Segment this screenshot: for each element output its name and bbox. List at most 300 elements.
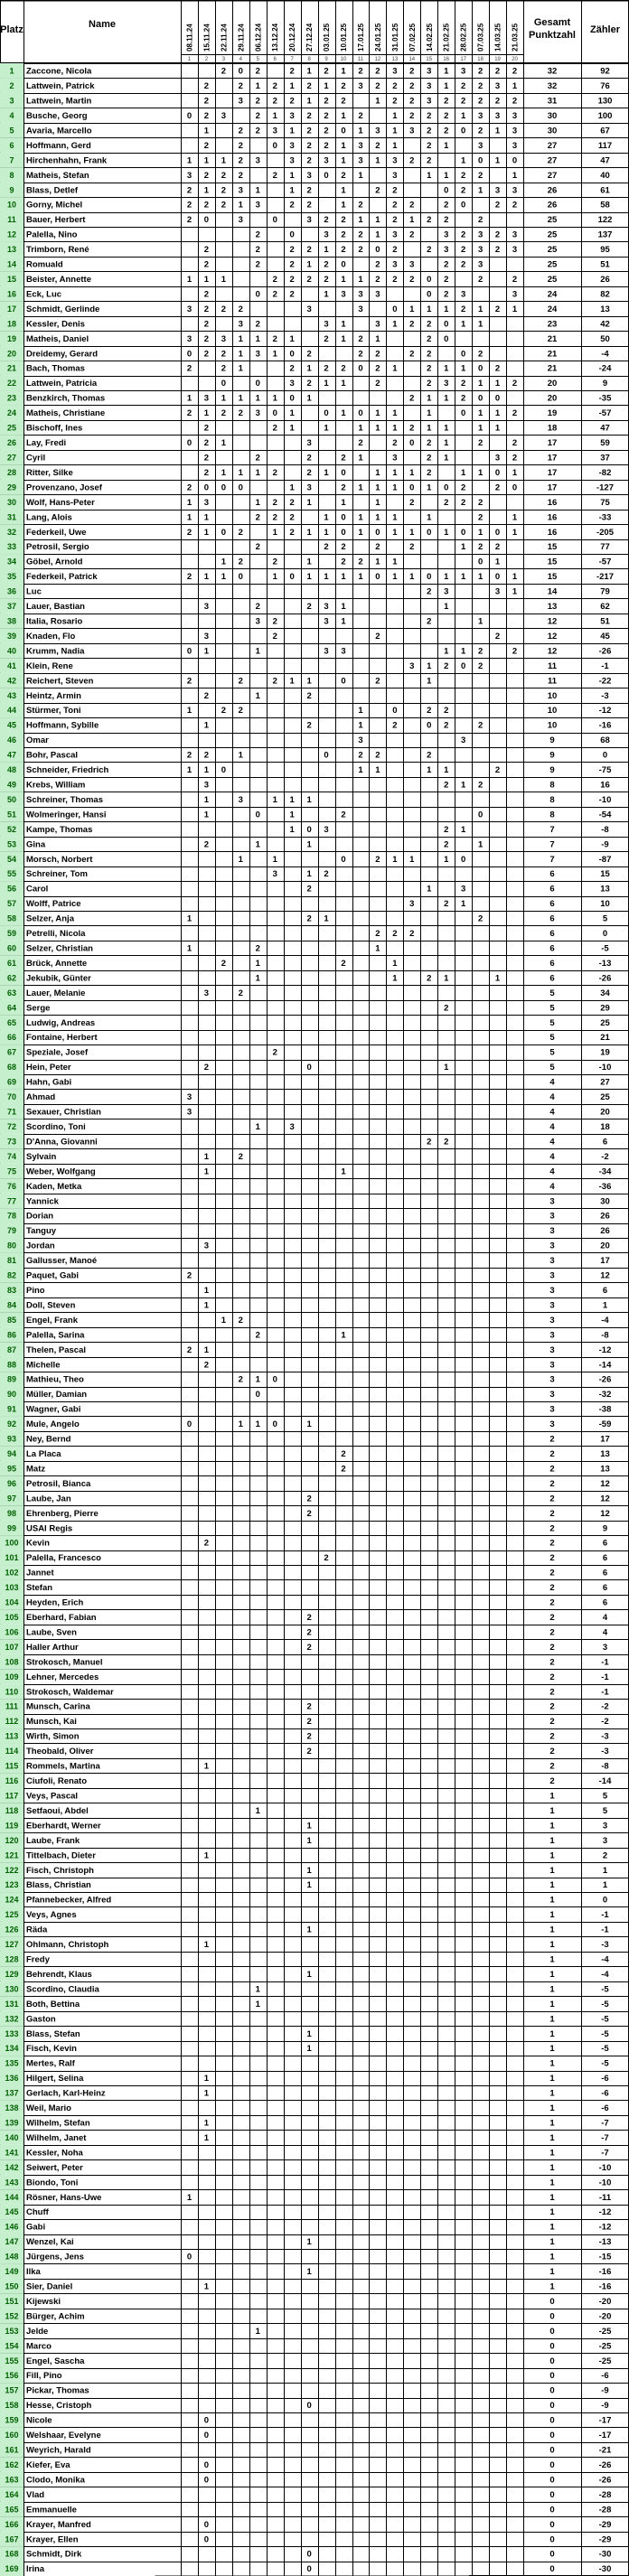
total-cell: 2 bbox=[549, 1747, 555, 1757]
rank-cell: 39 bbox=[6, 631, 17, 641]
score-cell: 2 bbox=[324, 363, 329, 374]
score-cell: 1 bbox=[477, 408, 483, 419]
score-cell: 2 bbox=[427, 319, 432, 330]
score-cell: 3 bbox=[461, 884, 466, 895]
score-cell: 1 bbox=[306, 676, 312, 687]
score-cell: 1 bbox=[427, 170, 432, 181]
score-cell: 2 bbox=[203, 1063, 210, 1073]
score-cell: 0 bbox=[324, 170, 329, 181]
counter-cell: 6 bbox=[602, 1538, 608, 1549]
rank-cell: 7 bbox=[9, 155, 14, 165]
rank-cell: 43 bbox=[6, 690, 17, 700]
score-cell: 2 bbox=[238, 706, 243, 717]
counter-cell: -57 bbox=[598, 408, 612, 419]
total-cell: 4 bbox=[549, 1121, 555, 1132]
total-cell: 21 bbox=[547, 333, 558, 344]
score-cell: 2 bbox=[461, 229, 466, 240]
score-cell: 3 bbox=[272, 126, 277, 136]
score-cell: 1 bbox=[477, 304, 483, 314]
counter-cell: 130 bbox=[597, 96, 613, 107]
score-cell: 2 bbox=[494, 363, 501, 374]
total-cell: 7 bbox=[549, 839, 555, 850]
counter-cell: -20 bbox=[598, 2311, 612, 2322]
score-cell: 0 bbox=[272, 1419, 277, 1430]
score-cell: 1 bbox=[444, 973, 449, 984]
score-cell: 3 bbox=[324, 616, 329, 627]
name-cell: Engel, Frank bbox=[26, 1315, 79, 1325]
score-cell: 1 bbox=[477, 572, 483, 583]
score-cell: 1 bbox=[221, 467, 227, 478]
score-cell: 1 bbox=[392, 408, 398, 419]
counter-cell: 26 bbox=[600, 1226, 610, 1237]
rank-cell: 20 bbox=[6, 349, 17, 359]
score-cell: 1 bbox=[203, 2074, 210, 2084]
rank-cell: 119 bbox=[5, 1821, 19, 1831]
score-cell: 1 bbox=[289, 676, 295, 687]
counter-cell: -57 bbox=[598, 557, 612, 567]
score-cell: 1 bbox=[341, 200, 346, 211]
name-cell: Munsch, Carina bbox=[26, 1701, 90, 1712]
score-cell: 2 bbox=[461, 304, 466, 314]
score-cell: 0 bbox=[444, 482, 449, 493]
rank-cell: 59 bbox=[6, 929, 17, 939]
counter-cell: -3 bbox=[601, 1940, 609, 1951]
score-cell: 1 bbox=[375, 512, 380, 523]
score-cell: 2 bbox=[358, 333, 363, 344]
total-cell: 11 bbox=[547, 660, 558, 671]
score-cell: 2 bbox=[186, 363, 192, 374]
rank-cell: 165 bbox=[5, 2505, 19, 2515]
score-cell: 1 bbox=[375, 333, 380, 344]
name-cell: Ciufoli, Renato bbox=[26, 1776, 88, 1787]
counter-cell: -1 bbox=[601, 1687, 609, 1698]
score-cell: 2 bbox=[461, 185, 466, 196]
score-cell: 2 bbox=[203, 259, 210, 270]
score-cell: 2 bbox=[272, 497, 277, 508]
total-cell: 1 bbox=[549, 1865, 555, 1876]
score-cell: 2 bbox=[461, 81, 466, 92]
score-cell: 2 bbox=[392, 245, 398, 256]
score-cell: 1 bbox=[306, 1419, 312, 1430]
rank-cell: 113 bbox=[5, 1731, 19, 1741]
score-cell: 2 bbox=[289, 363, 295, 374]
score-cell: 3 bbox=[289, 110, 295, 121]
name-cell: Matheis, Daniel bbox=[26, 333, 89, 344]
score-cell: 1 bbox=[255, 973, 260, 984]
score-cell: 2 bbox=[238, 304, 243, 314]
score-cell: 3 bbox=[375, 319, 380, 330]
score-cell: 2 bbox=[272, 170, 277, 181]
score-cell: 2 bbox=[289, 96, 295, 107]
total-cell: 0 bbox=[549, 2296, 555, 2307]
score-cell: 2 bbox=[306, 140, 312, 151]
name-cell: Munsch, Kai bbox=[26, 1717, 77, 1728]
counter-cell: 1 bbox=[602, 1865, 608, 1876]
name-cell: Matheis, Stefan bbox=[26, 170, 89, 181]
score-cell: 0 bbox=[409, 438, 415, 449]
rank-cell: 86 bbox=[6, 1330, 17, 1340]
rank-cell: 10 bbox=[6, 200, 17, 210]
score-cell: 1 bbox=[512, 586, 518, 597]
counter-cell: -28 bbox=[598, 2505, 612, 2515]
name-cell: Lang, Alois bbox=[26, 512, 72, 523]
score-cell: 2 bbox=[461, 96, 466, 107]
score-cell: 2 bbox=[358, 557, 363, 567]
rank-cell: 154 bbox=[5, 2341, 19, 2351]
score-cell: 2 bbox=[477, 275, 483, 286]
score-cell: 2 bbox=[341, 81, 346, 92]
total-cell: 20 bbox=[547, 379, 558, 389]
header-column-number: 9 bbox=[324, 57, 328, 62]
score-cell: 3 bbox=[392, 453, 398, 464]
score-cell: 1 bbox=[358, 720, 363, 731]
counter-cell: -9 bbox=[601, 2401, 609, 2412]
score-cell: 2 bbox=[221, 958, 227, 969]
counter-cell: 9 bbox=[602, 1523, 608, 1534]
score-cell: 2 bbox=[477, 96, 483, 107]
score-cell: 2 bbox=[306, 1627, 312, 1638]
total-cell: 1 bbox=[549, 2103, 555, 2114]
total-cell: 26 bbox=[547, 200, 558, 211]
score-cell: 2 bbox=[255, 1330, 260, 1341]
score-cell: 2 bbox=[392, 81, 398, 92]
name-cell: Ohlmann, Christoph bbox=[26, 1940, 109, 1951]
header-date: 28.02.25 bbox=[459, 23, 468, 52]
total-cell: 7 bbox=[549, 854, 555, 865]
score-cell: 1 bbox=[324, 289, 329, 300]
score-cell: 2 bbox=[306, 1701, 312, 1712]
name-cell: Busche, Georg bbox=[26, 110, 88, 121]
rank-cell: 30 bbox=[6, 497, 17, 507]
total-cell: 1 bbox=[549, 2252, 555, 2262]
name-cell: Kaden, Metka bbox=[26, 1181, 82, 1192]
score-cell: 1 bbox=[203, 1151, 210, 1162]
score-cell: 1 bbox=[255, 467, 260, 478]
score-cell: 2 bbox=[255, 110, 260, 121]
score-cell: 1 bbox=[392, 973, 398, 984]
score-cell: 0 bbox=[427, 527, 432, 538]
total-cell: 1 bbox=[549, 2044, 555, 2055]
score-cell: 1 bbox=[392, 363, 398, 374]
score-cell: 0 bbox=[238, 482, 243, 493]
counter-cell: 47 bbox=[600, 423, 610, 434]
rank-cell: 90 bbox=[6, 1390, 17, 1400]
total-cell: 0 bbox=[549, 2445, 555, 2456]
score-cell: 2 bbox=[494, 229, 501, 240]
score-cell: 1 bbox=[494, 423, 501, 434]
rank-cell: 36 bbox=[6, 586, 17, 596]
rank-cell: 62 bbox=[6, 973, 17, 983]
name-cell: Blass, Stefan bbox=[26, 2028, 80, 2039]
name-cell: Carol bbox=[26, 884, 49, 895]
total-cell: 25 bbox=[547, 215, 558, 226]
rank-cell: 46 bbox=[6, 735, 17, 745]
score-cell: 0 bbox=[461, 854, 466, 865]
name-cell: Krayer, Manfred bbox=[26, 2519, 91, 2530]
score-cell: 2 bbox=[324, 259, 329, 270]
score-cell: 1 bbox=[238, 363, 243, 374]
score-cell: 0 bbox=[477, 363, 483, 374]
score-cell: 3 bbox=[324, 602, 329, 613]
rank-cell: 17 bbox=[6, 304, 17, 314]
counter-cell: -5 bbox=[601, 2058, 609, 2069]
score-cell: 1 bbox=[375, 943, 380, 954]
counter-cell: 47 bbox=[600, 155, 610, 166]
name-cell: Ludwig, Andreas bbox=[26, 1017, 96, 1028]
total-cell: 1 bbox=[549, 2118, 555, 2129]
score-cell: 2 bbox=[186, 750, 192, 761]
rank-cell: 73 bbox=[6, 1137, 17, 1147]
rank-cell: 129 bbox=[5, 1969, 19, 1979]
score-cell: 2 bbox=[238, 170, 243, 181]
score-cell: 1 bbox=[255, 185, 260, 196]
score-cell: 1 bbox=[358, 453, 363, 464]
score-cell: 2 bbox=[494, 482, 501, 493]
name-cell: Chuff bbox=[26, 2207, 49, 2218]
total-cell: 1 bbox=[549, 2132, 555, 2143]
rank-cell: 133 bbox=[5, 2028, 19, 2038]
score-cell: 2 bbox=[375, 349, 380, 360]
score-cell: 1 bbox=[306, 1821, 312, 1831]
score-cell: 2 bbox=[341, 453, 346, 464]
rank-cell: 87 bbox=[6, 1344, 17, 1354]
score-cell: 1 bbox=[324, 467, 329, 478]
counter-cell: 6 bbox=[602, 1568, 608, 1578]
score-cell: 3 bbox=[186, 170, 192, 181]
score-cell: 2 bbox=[444, 1137, 449, 1147]
rank-cell: 15 bbox=[6, 275, 17, 285]
name-cell: Bohr, Pascal bbox=[26, 750, 79, 761]
rank-cell: 88 bbox=[6, 1360, 17, 1370]
counter-cell: 0 bbox=[602, 750, 608, 761]
score-cell: 2 bbox=[409, 319, 415, 330]
rank-cell: 75 bbox=[6, 1166, 17, 1176]
rank-cell: 140 bbox=[5, 2132, 19, 2142]
rank-cell: 166 bbox=[5, 2519, 19, 2529]
rank-cell: 128 bbox=[5, 1954, 19, 1964]
score-cell: 1 bbox=[289, 170, 295, 181]
total-cell: 32 bbox=[547, 81, 558, 92]
name-cell: Avaria, Marcello bbox=[26, 126, 92, 136]
score-cell: 2 bbox=[203, 453, 210, 464]
header-column-number: 18 bbox=[477, 57, 483, 62]
score-cell: 0 bbox=[272, 1374, 277, 1385]
name-cell: Jannet bbox=[26, 1568, 54, 1578]
header-column-number: 4 bbox=[239, 57, 242, 62]
total-cell: 12 bbox=[547, 646, 558, 657]
score-cell: 1 bbox=[186, 155, 192, 166]
total-cell: 2 bbox=[549, 1687, 555, 1698]
score-cell: 2 bbox=[272, 557, 277, 567]
rank-cell: 99 bbox=[6, 1523, 17, 1533]
rank-cell: 25 bbox=[6, 423, 17, 433]
name-cell: Wilhelm, Stefan bbox=[26, 2118, 90, 2129]
rank-cell: 136 bbox=[5, 2074, 19, 2084]
score-cell: 0 bbox=[289, 229, 295, 240]
counter-cell: -25 bbox=[598, 2356, 612, 2366]
score-cell: 2 bbox=[203, 467, 210, 478]
header-rank-label: Platz bbox=[0, 24, 23, 35]
rank-cell: 152 bbox=[5, 2311, 19, 2321]
header-column-number: 8 bbox=[307, 57, 311, 62]
rank-cell: 45 bbox=[6, 720, 17, 730]
score-cell: 3 bbox=[461, 66, 466, 77]
score-cell: 2 bbox=[375, 750, 380, 761]
rank-cell: 67 bbox=[6, 1047, 17, 1057]
header-column-number: 15 bbox=[426, 57, 433, 62]
score-cell: 0 bbox=[375, 572, 380, 583]
total-cell: 6 bbox=[549, 958, 555, 969]
rank-cell: 159 bbox=[5, 2415, 19, 2425]
score-cell: 0 bbox=[461, 660, 466, 671]
score-cell: 1 bbox=[221, 557, 227, 567]
rank-cell: 156 bbox=[5, 2371, 19, 2381]
total-cell: 0 bbox=[549, 2549, 555, 2560]
score-cell: 2 bbox=[203, 110, 210, 121]
rank-cell: 6 bbox=[9, 140, 14, 150]
total-cell: 23 bbox=[547, 319, 558, 330]
total-cell: 9 bbox=[549, 750, 555, 761]
total-cell: 16 bbox=[547, 527, 558, 538]
name-cell: Palella, Sarina bbox=[26, 1330, 85, 1341]
rank-cell: 118 bbox=[5, 1805, 19, 1815]
counter-cell: -6 bbox=[601, 2103, 609, 2114]
name-cell: Trimborn, René bbox=[26, 245, 89, 256]
score-cell: 2 bbox=[375, 542, 380, 553]
score-cell: 2 bbox=[324, 126, 329, 136]
score-cell: 3 bbox=[255, 200, 260, 211]
score-cell: 2 bbox=[461, 245, 466, 256]
score-cell: 2 bbox=[203, 304, 210, 314]
name-cell: Lattwein, Martin bbox=[26, 96, 92, 107]
score-cell: 2 bbox=[444, 824, 449, 835]
score-cell: 2 bbox=[306, 245, 312, 256]
score-cell: 0 bbox=[289, 393, 295, 404]
score-cell: 3 bbox=[512, 185, 518, 196]
score-cell: 1 bbox=[306, 527, 312, 538]
score-cell: 2 bbox=[477, 780, 483, 791]
score-cell: 0 bbox=[306, 2401, 312, 2412]
name-cell: Bach, Thomas bbox=[26, 363, 85, 374]
score-cell: 1 bbox=[203, 185, 210, 196]
score-cell: 1 bbox=[203, 527, 210, 538]
rank-cell: 126 bbox=[5, 1925, 19, 1934]
name-cell: Petrelli, Nicola bbox=[26, 929, 86, 940]
score-cell: 1 bbox=[358, 527, 363, 538]
rank-cell: 71 bbox=[6, 1107, 17, 1117]
total-cell: 17 bbox=[547, 482, 558, 493]
score-cell: 3 bbox=[409, 660, 415, 671]
total-cell: 24 bbox=[547, 289, 558, 300]
header-column-number: 7 bbox=[290, 57, 294, 62]
score-cell: 1 bbox=[238, 393, 243, 404]
score-cell: 2 bbox=[341, 96, 346, 107]
rank-cell: 103 bbox=[5, 1583, 19, 1593]
name-cell: USAI Regis bbox=[26, 1523, 73, 1534]
score-cell: 2 bbox=[427, 215, 432, 226]
score-cell: 1 bbox=[203, 1850, 210, 1861]
score-cell: 3 bbox=[444, 586, 449, 597]
score-cell: 2 bbox=[203, 690, 210, 701]
score-cell: 1 bbox=[494, 126, 501, 136]
counter-cell: -10 bbox=[598, 2178, 612, 2188]
total-cell: 1 bbox=[549, 1835, 555, 1846]
name-cell: Setfaoui, Abdel bbox=[26, 1805, 89, 1816]
score-cell: 1 bbox=[444, 81, 449, 92]
score-cell: 2 bbox=[392, 215, 398, 226]
counter-cell: -2 bbox=[601, 1717, 609, 1728]
name-cell: Fisch, Christoph bbox=[26, 1865, 94, 1876]
score-cell: 1 bbox=[444, 453, 449, 464]
name-cell: Wirth, Simon bbox=[26, 1731, 80, 1742]
rank-cell: 134 bbox=[5, 2044, 19, 2054]
total-cell: 2 bbox=[549, 1553, 555, 1564]
total-cell: 2 bbox=[549, 1657, 555, 1668]
score-cell: 2 bbox=[444, 899, 449, 910]
rank-cell: 131 bbox=[5, 1999, 19, 2009]
name-cell: Palella, Francesco bbox=[26, 1553, 101, 1564]
counter-cell: 82 bbox=[600, 289, 610, 300]
score-cell: 2 bbox=[203, 289, 210, 300]
total-cell: 1 bbox=[549, 1940, 555, 1951]
rank-cell: 31 bbox=[6, 512, 17, 522]
name-cell: Müller, Damian bbox=[26, 1390, 88, 1400]
score-cell: 1 bbox=[324, 572, 329, 583]
counter-cell: -4 bbox=[601, 1969, 609, 1980]
counter-cell: -5 bbox=[601, 2028, 609, 2039]
score-cell: 2 bbox=[444, 839, 449, 850]
name-cell: Doll, Steven bbox=[26, 1300, 76, 1311]
score-cell: 0 bbox=[186, 438, 192, 449]
rank-cell: 104 bbox=[5, 1597, 19, 1607]
score-cell: 0 bbox=[203, 2431, 210, 2441]
score-cell: 2 bbox=[306, 155, 312, 166]
score-cell: 0 bbox=[461, 527, 466, 538]
rank-cell: 33 bbox=[6, 542, 17, 552]
score-cell: 3 bbox=[512, 289, 518, 300]
name-cell: Schneider, Friedrich bbox=[26, 765, 109, 776]
score-cell: 2 bbox=[341, 810, 346, 820]
total-cell: 9 bbox=[549, 735, 555, 746]
score-cell: 1 bbox=[427, 304, 432, 314]
total-cell: 1 bbox=[549, 1821, 555, 1831]
score-cell: 2 bbox=[255, 96, 260, 107]
score-cell: 2 bbox=[512, 200, 518, 211]
score-cell: 1 bbox=[494, 408, 501, 419]
rank-cell: 142 bbox=[5, 2162, 19, 2172]
rank-cell: 153 bbox=[5, 2326, 19, 2336]
counter-cell: 1 bbox=[602, 1880, 608, 1891]
score-cell: 3 bbox=[358, 140, 363, 151]
total-cell: 10 bbox=[547, 720, 558, 731]
score-cell: 2 bbox=[203, 200, 210, 211]
score-cell: 1 bbox=[306, 2044, 312, 2055]
rank-cell: 42 bbox=[6, 676, 17, 686]
score-cell: 3 bbox=[221, 333, 227, 344]
name-cell: Petrosil, Bianca bbox=[26, 1478, 91, 1489]
score-cell: 1 bbox=[289, 423, 295, 434]
total-cell: 6 bbox=[549, 929, 555, 940]
name-cell: Ilka bbox=[26, 2267, 41, 2278]
score-cell: 2 bbox=[461, 393, 466, 404]
name-cell: Fredy bbox=[26, 1954, 50, 1965]
name-cell: Hein, Peter bbox=[26, 1063, 71, 1073]
name-cell: D'Anna, Giovanni bbox=[26, 1137, 98, 1147]
score-cell: 2 bbox=[306, 349, 312, 360]
score-cell: 3 bbox=[306, 215, 312, 226]
score-cell: 1 bbox=[375, 557, 380, 567]
counter-cell: -30 bbox=[598, 2564, 612, 2575]
